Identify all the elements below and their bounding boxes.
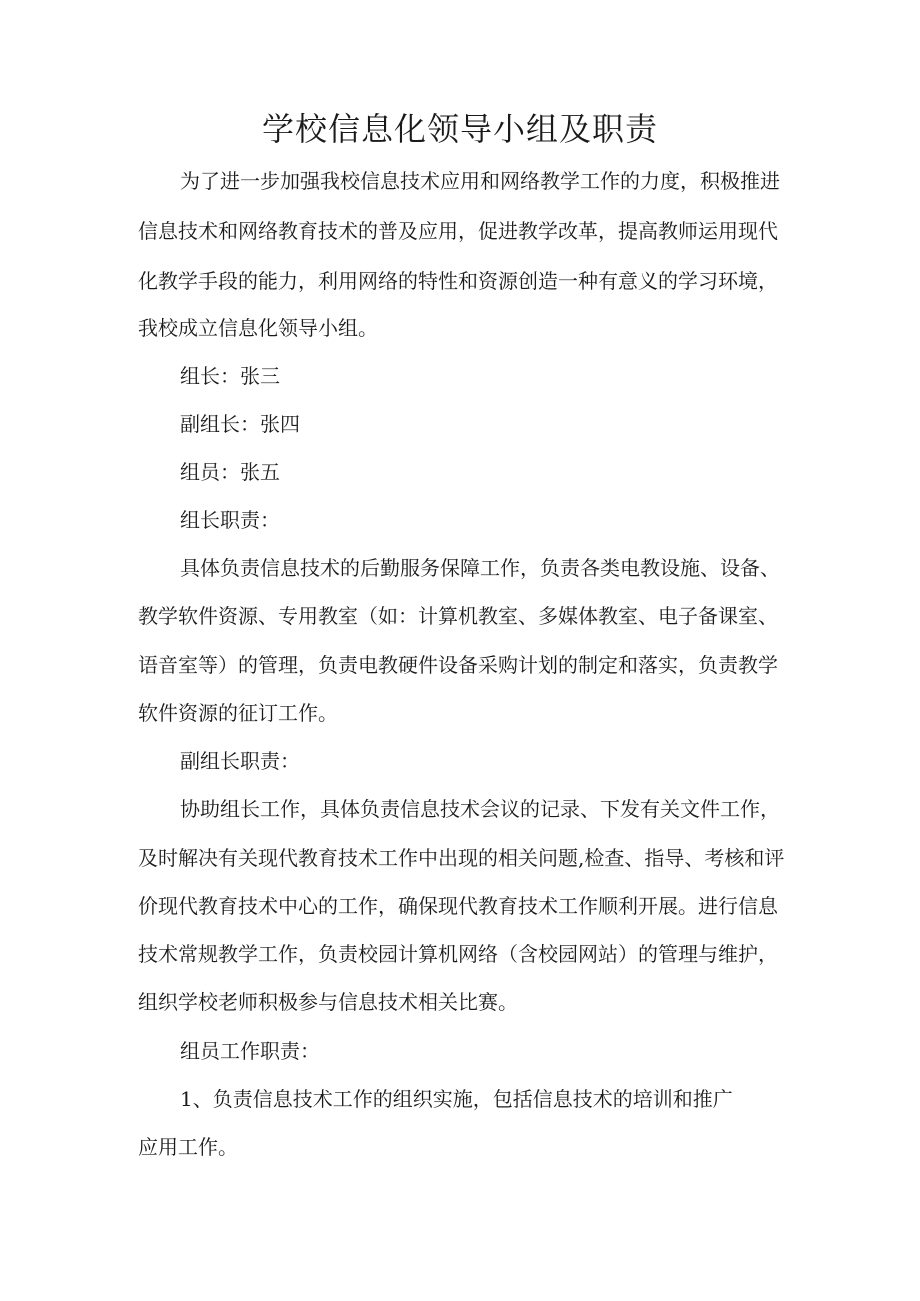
deputy-duty-line-2: 及时解决有关现代教育技术工作中出现的相关问题,检查、指导、考核和评 [138,846,785,870]
member-duty-heading: 组员工作职责： [180,1039,320,1063]
leader-duty-line-4: 软件资源的征订工作。 [138,701,338,725]
deputy-duty-line-5: 组织学校老师积极参与信息技术相关比赛。 [138,990,518,1014]
leader-duty-line-1: 具体负责信息技术的后勤服务保障工作，负责各类电教设施、设备、 [180,556,780,580]
intro-line-2: 信息技术和网络教育技术的普及应用，促进教学改革，提高教师运用现代 [138,219,778,243]
deputy-duty-line-1: 协助组长工作，具体负责信息技术会议的记录、下发有关文件工作， [180,797,780,821]
leader-line: 组长：张三 [180,364,280,388]
member-duty-item-1-line-1: 1、负责信息技术工作的组织实施，包括信息技术的培训和推广 [180,1087,733,1111]
leader-duty-heading: 组长职责： [180,508,280,532]
deputy-duty-line-3: 价现代教育技术中心的工作，确保现代教育技术工作顺利开展。进行信息 [138,894,778,918]
member-line: 组员：张五 [180,460,280,484]
leader-duty-line-2: 教学软件资源、专用教室（如：计算机教室、多媒体教室、电子备课室、 [138,604,778,628]
deputy-duty-heading: 副组长职责： [180,749,300,773]
deputy-duty-line-4: 技术常规教学工作，负责校园计算机网络（含校园网站）的管理与维护， [138,942,778,966]
intro-line-4: 我校成立信息化领导小组。 [138,316,378,340]
intro-line-3: 化教学手段的能力，利用网络的特性和资源创造一种有意义的学习环境， [138,269,778,293]
member-duty-item-1-line-2: 应用工作。 [138,1135,238,1159]
deputy-leader-line: 副组长：张四 [180,412,300,436]
leader-duty-line-3: 语音室等）的管理，负责电教硬件设备采购计划的制定和落实，负责教学 [138,653,778,677]
intro-line-1: 为了进一步加强我校信息技术应用和网络教学工作的力度，积极推进 [180,169,780,193]
document-title: 学校信息化领导小组及职责 [261,110,658,148]
